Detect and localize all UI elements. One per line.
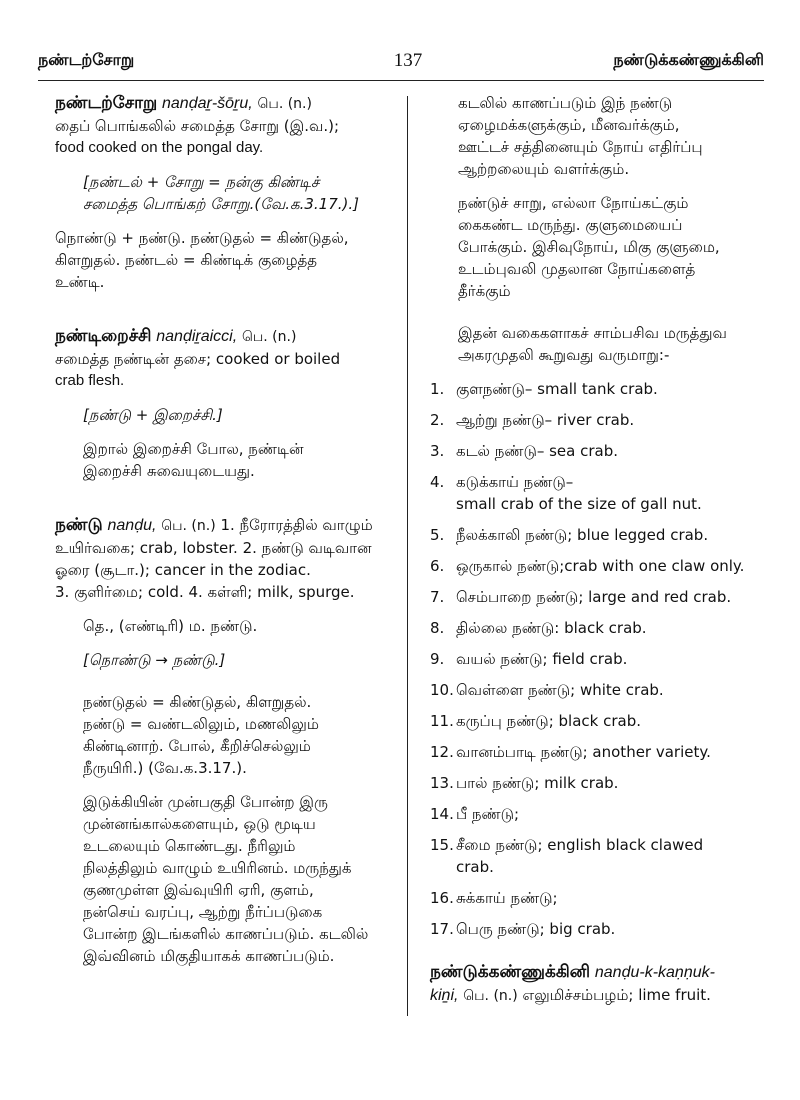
list-text: செம்பாறை நண்டு; large and red crab.: [456, 588, 732, 606]
list-item: [430, 409, 775, 431]
list-item: [430, 440, 775, 462]
list-item: [430, 524, 775, 546]
entry-nandiraicci: [55, 325, 400, 482]
list-text: சீமை நண்டு; english black clawed: [456, 836, 704, 854]
paragraph-line: இவ்வினம் மிகுதியாகக் காணப்படும்.: [83, 947, 335, 965]
list-item: [430, 834, 775, 878]
list-number: 8 .: [430, 617, 456, 639]
note-paragraph: [83, 691, 400, 779]
note-line: நொண்டு + நண்டு. நண்டுதல் = கிண்டுதல்,: [55, 229, 349, 247]
list-text-continued: small crab of the size of gall nut.: [456, 495, 702, 513]
list-item: [430, 648, 775, 670]
paragraph-line: நண்டுதல் = கிண்டுதல், கிளறுதல்.: [83, 693, 312, 711]
headword: நண்டற்சோறு: [55, 93, 158, 113]
definition-line: food cooked on the pongal day.: [55, 139, 264, 156]
list-number: 12 .: [430, 741, 456, 763]
entry-nandu: [55, 514, 400, 967]
left-column: [55, 92, 400, 967]
column-divider: [407, 96, 408, 1016]
list-text: ஒருகால் நண்டு;crab with one claw only.: [456, 557, 745, 575]
definition-line: தைப் பொங்கலில் சமைத்த சோறு (இ.வ.);: [55, 117, 340, 135]
paragraph-line: ஆற்றலையும் வளர்க்கும்.: [458, 160, 630, 178]
list-number: 6 .: [430, 555, 456, 577]
right-column: [430, 92, 775, 1007]
list-number: 10 .: [430, 679, 456, 701]
list-text: கடல் நண்டு– sea crab.: [456, 442, 619, 460]
paragraph-line: உடலையும் கொண்டது. நீரிலும்: [83, 837, 296, 855]
definition-line: ஓரை (சூடா.); cancer in the zodiac.: [55, 561, 311, 579]
list-item: [430, 555, 775, 577]
paragraph-line: கடலில் காணப்படும் இந் நண்டு: [458, 94, 673, 112]
list-text: நீலக்காலி நண்டு; blue legged crab.: [456, 526, 709, 544]
list-text: சுக்காய் நண்டு;: [456, 889, 558, 907]
cognates: தெ., (எண்டிரி) ம. நண்டு.: [83, 617, 258, 635]
note-line: கிளறுதல். நண்டல் = கிண்டிக் குழைத்த: [55, 251, 318, 269]
guide-word-left: நண்டற்சோறு: [38, 50, 135, 69]
list-text: பீ நண்டு;: [456, 805, 520, 823]
paragraph-line: போன்ற இடங்களில் காணப்படும். கடலில்: [83, 925, 369, 943]
paragraph-line: கைகண்ட மருந்து. குளுமையைப்: [458, 216, 683, 234]
note-line: இறால் இறைச்சி போல, நண்டின்: [83, 440, 304, 458]
list-text: வெள்ளை நண்டு; white crab.: [456, 681, 664, 699]
list-item: [430, 803, 775, 825]
list-text: கடுக்காய் நண்டு–: [456, 473, 574, 491]
paragraph-line: இடுக்கியின் முன்பகுதி போன்ற இரு: [83, 793, 328, 811]
list-number: 11 .: [430, 710, 456, 732]
list-item: [430, 772, 775, 794]
definition-line: சமைத்த நண்டின் தசை; cooked or boiled: [55, 350, 341, 368]
list-number: 7 .: [430, 586, 456, 608]
transliteration-continued: kiṉi,: [430, 987, 459, 1004]
paragraph-line: முன்னங்கால்களையும், ஒடு மூடிய: [83, 815, 316, 833]
list-number: 17 .: [430, 918, 456, 940]
list-number: 16 .: [430, 887, 456, 909]
definition-line: crab flesh.: [55, 372, 125, 389]
list-item: [430, 679, 775, 701]
note-line: இறைச்சி சுவையுடையது.: [83, 462, 255, 480]
part-of-speech: பெ. (n.): [161, 518, 216, 534]
part-of-speech: பெ. (n.): [257, 96, 312, 112]
part-of-speech: பெ. (n.): [241, 329, 297, 345]
paragraph-line: இதன் வகைகளாகச் சாம்பசிவ மருத்துவ: [458, 324, 727, 342]
definition-line: உயிர்வகை; crab, lobster. 2. நண்டு வடிவான: [55, 539, 372, 557]
definition-line: எலுமிச்சம்பழம்; lime fruit.: [522, 986, 711, 1004]
list-text: வானம்பாடி நண்டு; another variety.: [456, 743, 711, 761]
transliteration: nanḍaṟ-šōṟu,: [162, 95, 253, 112]
transliteration: nanḍu,: [107, 517, 157, 534]
paragraph-line: நீருயிரி.) (வே.க.3.17.).: [83, 759, 247, 777]
list-number: 4 .: [430, 471, 456, 515]
header-rule: [38, 80, 764, 81]
guide-word-right: நண்டுக்கண்ணுக்கினி: [613, 50, 764, 69]
paragraph-line: குணமுள்ள இவ்வுயிரி ஏரி, குளம்,: [83, 881, 314, 899]
paragraph-line: போக்கும். இசிவுநோய், மிகு குளுமை,: [458, 238, 720, 256]
list-item: [430, 617, 775, 639]
list-text: பால் நண்டு; milk crab.: [456, 774, 619, 792]
list-text: வயல் நண்டு; field crab.: [456, 650, 628, 668]
headword: நண்டிறைச்சி: [55, 326, 152, 346]
list-number: 9 .: [430, 648, 456, 670]
list-text: பெரு நண்டு; big crab.: [456, 920, 616, 938]
etymology-line: [நண்டல் + சோறு = நன்கு கிண்டிச்: [83, 173, 320, 191]
etymology-line: [நொண்டு → நண்டு.]: [83, 651, 226, 669]
paragraph-line: ஊட்டச் சத்தினையும் நோய் எதிர்ப்பு: [458, 138, 703, 156]
paragraph-line: கிண்டினாற். போல், கீறிச்செல்லும்: [83, 737, 311, 755]
list-text: கருப்பு நண்டு; black crab.: [456, 712, 641, 730]
paragraph-line: நிலத்திலும் வாழும் உயிரினம். மருந்துக்: [83, 859, 352, 877]
list-text: தில்லை நண்டு: black crab.: [456, 619, 647, 637]
list-text: குளநண்டு– small tank crab.: [456, 380, 658, 398]
etymology-line: சமைத்த பொங்கற் சோறு.(வே.க.3.17.).]: [83, 195, 359, 213]
description-paragraph: [83, 791, 400, 967]
headword: நண்டு: [55, 515, 103, 535]
paragraph-line: நண்டுச் சாறு, எல்லா நோய்கட்கும்: [458, 194, 689, 212]
paragraph-line: ஏழைமக்களுக்கும், மீனவர்க்கும்,: [458, 116, 680, 134]
paragraph-line: உடம்புவலி முதலான நோய்களைத்: [458, 260, 696, 278]
description-paragraph: [458, 192, 775, 302]
paragraph-line: அகரமுதலி கூறுவது வருமாறு:-: [458, 346, 670, 364]
list-number: 5 .: [430, 524, 456, 546]
list-number: 14 .: [430, 803, 456, 825]
etymology-line: [நண்டு + இறைச்சி.]: [83, 406, 223, 424]
headword: நண்டுக்கண்ணுக்கினி: [430, 962, 591, 982]
list-item: [430, 741, 775, 763]
list-number: 1 .: [430, 378, 456, 400]
note-line: உண்டி.: [55, 273, 105, 291]
paragraph-line: தீர்க்கும்: [458, 282, 511, 300]
definition-line: 3. குளிர்மை; cold. 4. கள்ளி; milk, spurge.: [55, 583, 355, 601]
list-item: [430, 710, 775, 732]
entry-nandarchoru: [55, 92, 400, 293]
paragraph-line: நன்செய் வரப்பு, ஆற்று நீர்ப்படுகை: [83, 903, 323, 921]
list-item: [430, 378, 775, 400]
list-text-continued: crab.: [456, 858, 494, 876]
transliteration: nanḍu-k-kaṇṇuk-: [594, 964, 715, 981]
list-number: 2 .: [430, 409, 456, 431]
list-item: [430, 471, 775, 515]
crab-varieties-list: [430, 378, 775, 940]
paragraph-line: நண்டு = வண்டலிலும், மணலிலும்: [83, 715, 319, 733]
transliteration: nanḍiṟaicci,: [156, 328, 238, 345]
list-number: 13 .: [430, 772, 456, 794]
page-number: 137: [393, 50, 423, 71]
page-header: [38, 38, 764, 78]
list-text: ஆற்று நண்டு– river crab.: [456, 411, 635, 429]
list-item: [430, 586, 775, 608]
list-number: 3 .: [430, 440, 456, 462]
list-item: [430, 918, 775, 940]
list-item: [430, 887, 775, 909]
description-paragraph: [458, 92, 775, 180]
entry-nandukkannukkini: [430, 961, 775, 1007]
list-number: 15 .: [430, 834, 456, 878]
part-of-speech: பெ. (n.): [463, 988, 518, 1004]
description-paragraph: [458, 322, 775, 366]
definition-line: 1. நீரோரத்தில் வாழும்: [220, 516, 373, 534]
